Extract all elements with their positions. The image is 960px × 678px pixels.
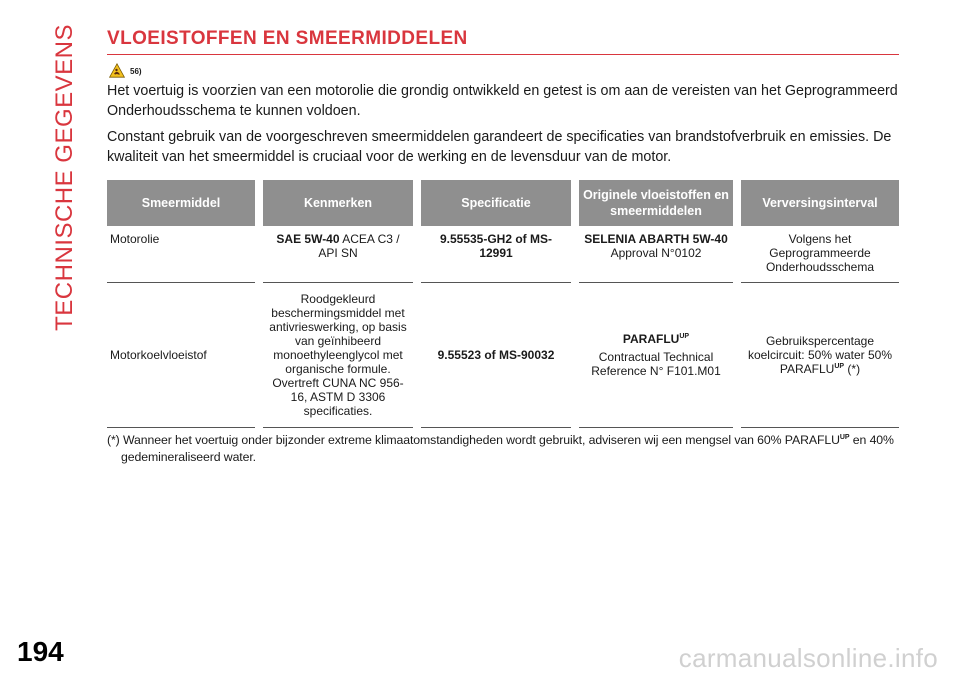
side-section-title: [51, 24, 78, 331]
lubricants-table: [107, 180, 899, 428]
intro-paragraph-1: Het voertuig is voorzien van een motorolie die grondig ontwikkeld en getest is om aan de vereisten van het Geprogrammeerd Onderhoudsschema te kunnen voldoen.: [107, 83, 898, 119]
table-row: [107, 226, 899, 283]
cell-origineel: [579, 283, 733, 428]
intro-paragraph-2: Constant gebruik van de voorgeschreven smeermiddelen garandeert de specificaties van brandstofverbruik en emissies. De kwaliteit van het smeermiddel is cruciaal voor de werking en de levensduur van de motor.: [107, 129, 892, 165]
cell-smeermiddel: Motorkoelvloeistof: [107, 283, 255, 428]
main-content: [107, 28, 899, 466]
warning-triangle-icon: [109, 63, 125, 78]
cell-specificatie: 9.55523 of MS-90032: [421, 283, 571, 428]
footnote-text-end: en 40% gedemineraliseerd water.: [121, 433, 894, 464]
footnote-sup: UP: [839, 433, 850, 441]
side-section-title-text: TECHNISCHE GEGEVENS: [51, 24, 78, 331]
table-footnote: [107, 432, 899, 466]
header-originele-vloeistoffen: Originele vloeistoffen en smeermiddelen: [579, 180, 733, 226]
header-specificatie: Specificatie: [421, 180, 571, 226]
watermark: carmanualsonline.info: [678, 643, 938, 673]
cell-origineel: [579, 226, 733, 283]
kenmerken-spec: ACEA C3 / API SN: [318, 232, 400, 260]
origineel-approval: Approval N°0102: [610, 246, 702, 260]
cell-interval: Volgens het Geprogrammeerde Onderhoudsschema: [741, 226, 899, 283]
cell-interval: [741, 283, 899, 428]
header-kenmerken: Kenmerken: [263, 180, 413, 226]
section-heading: VLOEISTOFFEN EN SMEERMIDDELEN: [107, 28, 899, 55]
footnote-text: (*) Wanneer het voertuig onder bijzonder extreme klimaatomstandigheden wordt gebruikt, adviseren wij een mengsel van 60% PARAFLU: [107, 433, 840, 447]
cell-specificatie: 9.55535-GH2 of MS-12991: [421, 226, 571, 283]
interval-note: (*): [844, 362, 861, 376]
origineel-reference: Contractual Technical Reference N° F101.M01: [591, 350, 721, 378]
cell-kenmerken: Roodgekleurd beschermingsmiddel met antivrieswerking, op basis van geïnhibeerd monoethyleenglycol met organische formule. Overtreft CUNA NC 956-16, ASTM D 3306 specificaties.: [263, 283, 413, 428]
page-number: 194: [17, 636, 64, 667]
cell-kenmerken: [263, 226, 413, 283]
cell-smeermiddel: Motorolie: [107, 226, 255, 283]
kenmerken-grade: SAE 5W-40: [276, 232, 340, 246]
warning-ref-number: 56): [130, 66, 142, 76]
table-header-row: [107, 180, 899, 226]
interval-text: Gebruikspercentage koelcircuit: 50% water 50% PARAFLU: [747, 334, 893, 376]
header-verversingsinterval: Verversingsinterval: [741, 180, 899, 226]
origineel-product: PARAFLU: [622, 332, 680, 346]
interval-sup: UP: [834, 363, 845, 370]
warning-reference: [107, 59, 899, 81]
origineel-product: SELENIA ABARTH 5W-40: [584, 232, 728, 246]
table-row: [107, 283, 899, 428]
origineel-product-sup: UP: [679, 333, 690, 340]
header-smeermiddel: Smeermiddel: [107, 180, 255, 226]
